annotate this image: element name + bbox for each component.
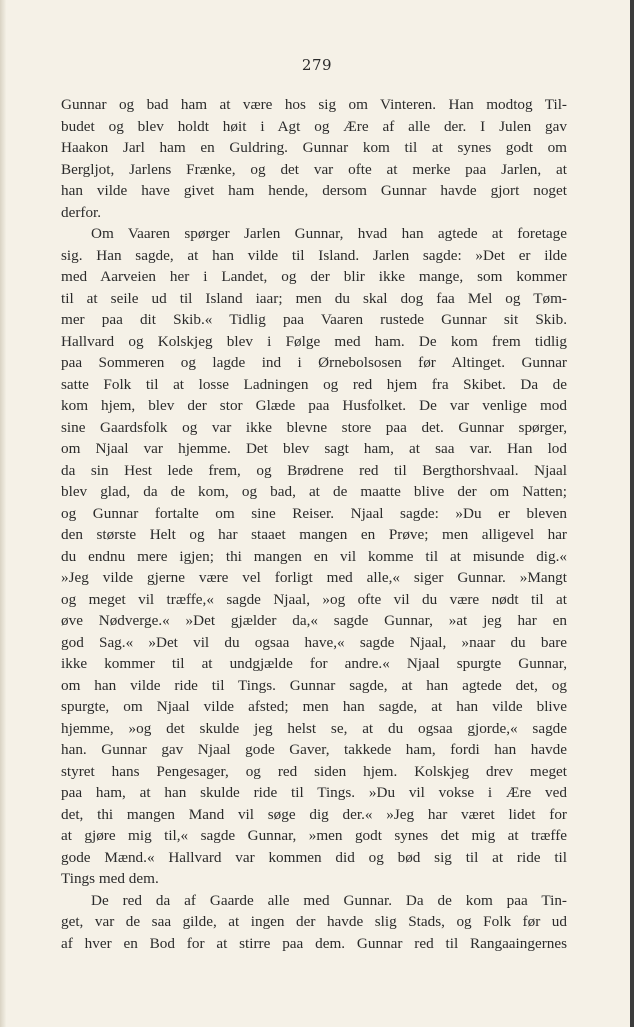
text-line: Tings med dem. <box>61 870 159 887</box>
text-line: om Njaal var hjemme. Det blev sagt ham, at saa var. Han lod <box>61 440 567 457</box>
text-line: han. Gunnar gav Njaal gode Gaver, takkede ham, fordi han havde <box>61 741 567 758</box>
text-line: ikke kommer til at undgjælde for andre.« Njaal spurgte Gunnar, <box>61 655 567 672</box>
text-line: sig. Han sagde, at han vilde til Island. Jarlen sagde: »Det er ilde <box>61 246 567 264</box>
text-line: satte Folk til at losse Ladningen og red hjem fra Skibet. Da de <box>61 375 567 393</box>
text-line: den største Helt og har staaet mangen en Prøve; men alligevel har <box>61 526 567 543</box>
text-line: til at seile ud til Island iaar; men du skal dog faa Mel og Tøm- <box>61 289 567 307</box>
text-line: god Sag.« »Det vil du ogsaa have,« sagde Njaal, »naar du bare <box>61 633 567 651</box>
text-line: mer paa dit Skib.« Tidlig paa Vaaren rustede Gunnar sit Skib. <box>61 311 567 328</box>
page-number: 279 <box>301 56 333 74</box>
text-line: Haakon Jarl ham en Guldring. Gunnar kom til at synes godt om <box>61 139 567 156</box>
text-line: hjemme, »og det skulde jeg helst se, at du ogsaa gjorde,« sagde <box>61 719 567 737</box>
text-line: kom hjem, blev der stor Glæde paa Husfolket. De var venlige mod <box>61 397 567 414</box>
text-line: han vilde have givet ham hende, dersom Gunnar havde gjort noget <box>61 182 567 199</box>
text-line: da sin Hest lede frem, og Brødrene red til Bergthorshvaal. Njaal <box>61 461 567 479</box>
text-line: derfor. <box>61 203 102 221</box>
text-line: blev glad, da de kom, og bad, at de maatte blive der om Natten; <box>61 483 567 500</box>
text-line: og meget vil træffe,« sagde Njaal, »og ofte vil du være nødt til at <box>61 590 567 608</box>
page-left-edge <box>0 0 6 1027</box>
body-text <box>61 94 567 954</box>
text-line: at gjøre mig til,« sagde Gunnar, »men godt synes det mig at træffe <box>61 827 567 844</box>
text-line: om han vilde ride til Tings. Gunnar sagde, at han agtede det, og <box>61 676 567 694</box>
page-right-edge <box>630 0 634 1027</box>
text-line: spurgte, om Njaal vilde afsted; men han sagde, at han vilde blive <box>61 698 567 715</box>
text-line: budet og blev holdt høit i Agt og Ære af alle der. I Julen gav <box>61 117 567 135</box>
text-line: paa ham, at han skulde ride til Tings. »Du vil vokse i Ære ved <box>61 784 567 801</box>
text-line: get, var de saa gilde, at ingen der havde slig Stads, og Folk før ud <box>61 913 567 930</box>
text-line: styret hans Pengesager, og red siden hjem. Kolskjeg drev meget <box>61 762 567 780</box>
text-line: og Gunnar fortalte om sine Reiser. Njaal sagde: »Du er bleven <box>61 504 567 522</box>
text-line: sine Gaardsfolk og var ikke blevne store paa det. Gunnar spørger, <box>61 418 567 436</box>
text-line: Hallvard og Kolskjeg blev i Følge med ham. De kom frem tidlig <box>61 332 567 350</box>
text-line: øve Nødverge.« »Det gjælder da,« sagde Gunnar, »at jeg har en <box>61 612 567 629</box>
text-line: Om Vaaren spørger Jarlen Gunnar, hvad han agtede at foretage <box>91 225 567 242</box>
text-line: »Jeg vilde gjerne være vel forligt med alle,« siger Gunnar. »Mangt <box>61 569 567 586</box>
text-line: paa Sommeren og lagde ind i Ørnebolsosen før Altinget. Gunnar <box>61 354 567 371</box>
text-line: af hver en Bod for at stirre paa dem. Gunnar red til Rangaaingernes <box>61 934 567 952</box>
text-line: Gunnar og bad ham at være hos sig om Vinteren. Han modtog Til- <box>61 96 567 113</box>
text-line: du endnu mere igjen; thi mangen en vil komme til at misunde dig.« <box>61 547 567 565</box>
text-line: De red da af Gaarde alle med Gunnar. Da de kom paa Tin- <box>91 891 567 909</box>
text-line: gode Mænd.« Hallvard var kommen did og bød sig til at ride til <box>61 848 567 866</box>
text-line: Bergljot, Jarlens Frænke, og det var ofte at merke paa Jarlen, at <box>61 160 567 178</box>
text-line: med Aarveien her i Landet, og der blir ikke mange, som kommer <box>61 268 567 285</box>
text-line: det, thi mangen Mand vil søge dig der.« »Jeg har været lidet for <box>61 805 567 823</box>
